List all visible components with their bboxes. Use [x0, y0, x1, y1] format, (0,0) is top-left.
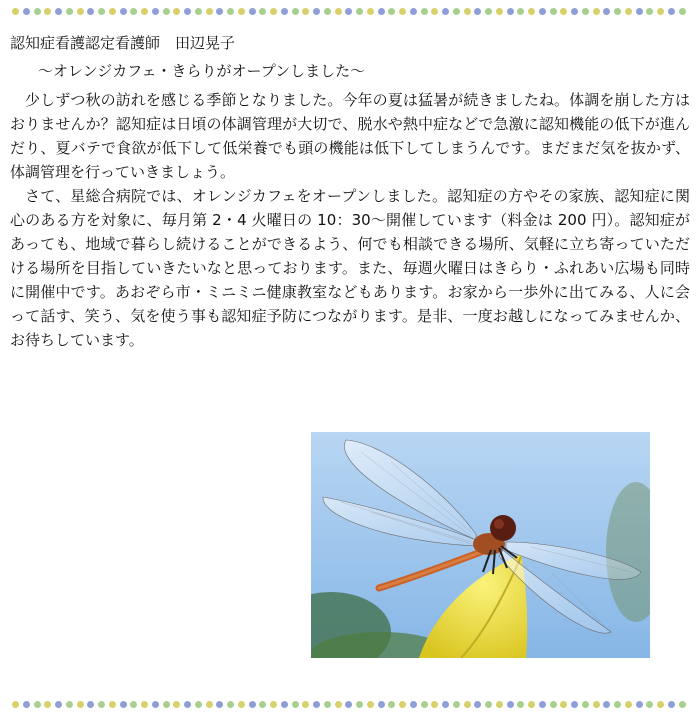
border-bead	[636, 701, 643, 708]
border-bead	[679, 701, 686, 708]
border-bead	[130, 8, 137, 15]
border-bead	[55, 8, 62, 15]
border-bead	[603, 8, 610, 15]
border-bead	[34, 8, 41, 15]
border-bead	[130, 701, 137, 708]
border-bead	[571, 701, 578, 708]
border-bead	[582, 8, 589, 15]
border-bead	[23, 701, 30, 708]
border-bead	[625, 8, 632, 15]
border-bead	[421, 8, 428, 15]
border-bead	[195, 8, 202, 15]
border-bead	[485, 701, 492, 708]
border-bead	[399, 8, 406, 15]
border-bead	[34, 701, 41, 708]
border-bead	[98, 701, 105, 708]
border-bead	[388, 8, 395, 15]
border-bead	[485, 8, 492, 15]
border-bead	[507, 701, 514, 708]
dragonfly-photo	[311, 432, 650, 658]
border-bead	[173, 8, 180, 15]
border-bead	[184, 8, 191, 15]
border-bead	[410, 8, 417, 15]
border-bead	[206, 701, 213, 708]
paragraph-1: 少しずつ秋の訪れを感じる季節となりました。今年の夏は猛暑が続きましたね。体調を崩した方はおりませんか？認知症は日頃の体調管理が大切で、脱水や熱中症などで急激に認知機能の低下が進んだり、夏バテで食欲が低下して低栄養でも頭の機能は低下してしまうんです。まだまだ気を抜かず、体調管理を行っていきましょう。	[10, 91, 690, 181]
border-bead	[442, 8, 449, 15]
border-bead	[431, 701, 438, 708]
border-bead	[517, 701, 524, 708]
border-bead	[12, 8, 19, 15]
border-bead	[356, 701, 363, 708]
border-bead	[302, 8, 309, 15]
border-bead	[496, 701, 503, 708]
border-bead	[216, 8, 223, 15]
border-bead	[539, 8, 546, 15]
border-bead	[646, 701, 653, 708]
border-bead	[335, 8, 342, 15]
border-bead	[507, 8, 514, 15]
border-bead	[109, 8, 116, 15]
border-bead	[399, 701, 406, 708]
border-bead	[539, 701, 546, 708]
border-bead	[593, 8, 600, 15]
border-bead	[259, 8, 266, 15]
border-bead	[270, 8, 277, 15]
border-bead	[163, 8, 170, 15]
border-bead	[464, 701, 471, 708]
border-bead	[313, 701, 320, 708]
paragraph-2: さて、星総合病院では、オレンジカフェをオープンしました。認知症の方やその家族、認知症に関心のある方を対象に、毎月第 2・4 火曜日の 10：30～開催しています（料金は 200 円）。認知症があっても、地域で暮らし続けることができるよう、何でも相談できる場所、気軽に立ち寄っていただける場所を目指していきたいなと思っております。また、毎週火曜日はきらり・ふれあい広場も同時に開催中です。あおぞら市・ミニミニ健康教室などもあります。お家から一歩外に出てみる、人に会って話す、笑う、気を使う事も認知症予防につながります。是非、一度お越しになってみませんか、お待ちしています。	[10, 187, 690, 349]
border-bead	[496, 8, 503, 15]
border-bead	[120, 8, 127, 15]
border-bead	[302, 701, 309, 708]
border-bead	[625, 701, 632, 708]
border-bead	[668, 701, 675, 708]
border-bead	[367, 8, 374, 15]
border-bead	[668, 8, 675, 15]
border-bead	[636, 8, 643, 15]
border-bead	[195, 701, 202, 708]
border-bead	[410, 701, 417, 708]
border-bead	[593, 701, 600, 708]
border-bead	[614, 8, 621, 15]
border-bead	[206, 8, 213, 15]
border-bead	[87, 8, 94, 15]
border-bead	[184, 701, 191, 708]
top-decorative-border	[12, 6, 686, 16]
border-bead	[582, 701, 589, 708]
border-bead	[44, 701, 51, 708]
border-bead	[603, 701, 610, 708]
border-bead	[141, 701, 148, 708]
border-bead	[12, 701, 19, 708]
border-bead	[55, 701, 62, 708]
border-bead	[324, 8, 331, 15]
border-bead	[560, 701, 567, 708]
border-bead	[120, 701, 127, 708]
border-bead	[109, 701, 116, 708]
border-bead	[23, 8, 30, 15]
border-bead	[66, 701, 73, 708]
border-bead	[77, 701, 84, 708]
border-bead	[249, 701, 256, 708]
border-bead	[560, 8, 567, 15]
border-bead	[517, 8, 524, 15]
border-bead	[313, 8, 320, 15]
border-bead	[259, 701, 266, 708]
border-bead	[367, 701, 374, 708]
border-bead	[163, 701, 170, 708]
border-bead	[474, 8, 481, 15]
article-body	[10, 88, 690, 352]
border-bead	[77, 8, 84, 15]
border-bead	[550, 701, 557, 708]
border-bead	[442, 701, 449, 708]
border-bead	[281, 8, 288, 15]
border-bead	[453, 701, 460, 708]
border-bead	[270, 701, 277, 708]
border-bead	[152, 8, 159, 15]
border-bead	[571, 8, 578, 15]
border-bead	[292, 701, 299, 708]
article-subtitle: ～オレンジカフェ・きらりがオープンしました～	[38, 62, 366, 80]
author-line: 認知症看護認定看護師 田辺晃子	[10, 34, 236, 52]
border-bead	[614, 701, 621, 708]
border-bead	[44, 8, 51, 15]
border-bead	[238, 8, 245, 15]
border-bead	[324, 701, 331, 708]
border-bead	[550, 8, 557, 15]
border-bead	[238, 701, 245, 708]
border-bead	[679, 8, 686, 15]
border-bead	[216, 701, 223, 708]
border-bead	[249, 8, 256, 15]
border-bead	[421, 701, 428, 708]
border-bead	[87, 701, 94, 708]
border-bead	[657, 701, 664, 708]
border-bead	[431, 8, 438, 15]
border-bead	[528, 701, 535, 708]
border-bead	[227, 701, 234, 708]
border-bead	[356, 8, 363, 15]
dragonfly-head	[490, 515, 516, 541]
border-bead	[66, 8, 73, 15]
border-bead	[152, 701, 159, 708]
border-bead	[378, 701, 385, 708]
border-bead	[646, 8, 653, 15]
border-bead	[657, 8, 664, 15]
border-bead	[141, 8, 148, 15]
border-bead	[281, 701, 288, 708]
border-bead	[388, 701, 395, 708]
border-bead	[453, 8, 460, 15]
border-bead	[98, 8, 105, 15]
bottom-decorative-border	[12, 699, 686, 709]
border-bead	[474, 701, 481, 708]
border-bead	[378, 8, 385, 15]
border-bead	[464, 8, 471, 15]
border-bead	[528, 8, 535, 15]
border-bead	[227, 8, 234, 15]
border-bead	[292, 8, 299, 15]
border-bead	[345, 701, 352, 708]
dragonfly-illustration	[311, 432, 650, 658]
border-bead	[335, 701, 342, 708]
border-bead	[345, 8, 352, 15]
border-bead	[173, 701, 180, 708]
